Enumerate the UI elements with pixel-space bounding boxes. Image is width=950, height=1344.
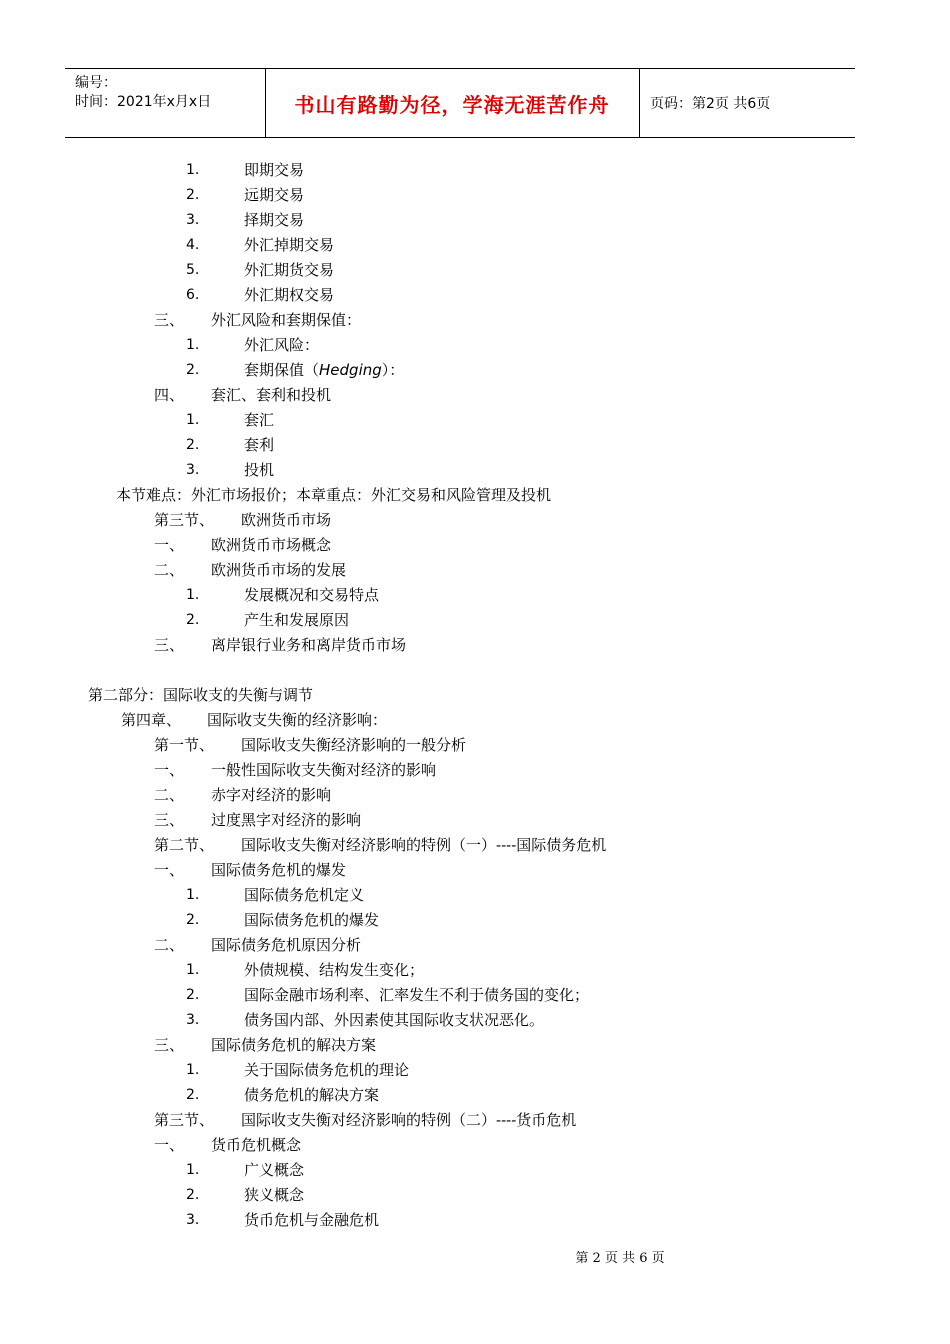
- outline-text-main: 货币危机与金融危机: [244, 1211, 380, 1229]
- outline-marker: 3.: [186, 1012, 200, 1028]
- outline-text: [211, 933, 361, 958]
- outline-line: [0, 258, 950, 283]
- outline-line: [0, 783, 950, 808]
- outline-marker: 2.: [186, 362, 200, 378]
- outline-marker: 2.: [186, 612, 200, 628]
- time-label: 时间：2021年x月x日: [75, 94, 212, 110]
- outline-text: [244, 1058, 409, 1083]
- outline-text-main: 第二部分：国际收支的失衡与调节: [88, 686, 314, 704]
- outline-marker: 第三节、: [154, 511, 215, 529]
- header-page-cell: [640, 69, 855, 137]
- outline-text: [244, 983, 589, 1008]
- outline-text: [211, 308, 361, 333]
- outline-text-main: 外汇期货交易: [244, 261, 335, 279]
- outline-marker: 2.: [186, 1087, 200, 1103]
- outline-text-main: 赤字对经济的影响: [211, 786, 332, 804]
- outline-text-main: 国际债务危机的解决方案: [211, 1036, 377, 1054]
- outline-line: [0, 633, 950, 658]
- outline-text-main: 外汇风险：: [244, 336, 320, 354]
- outline-text: [244, 283, 334, 308]
- outline-text: [207, 708, 387, 733]
- outline-text-main: 国际收支失衡经济影响的一般分析: [241, 736, 467, 754]
- outline-text-main: 套期保值（: [244, 361, 320, 379]
- outline-text: [244, 908, 379, 933]
- outline-text-main: 欧洲货币市场: [241, 511, 332, 529]
- outline-text-main: 国际债务危机原因分析: [211, 936, 362, 954]
- outline-line: [0, 558, 950, 583]
- outline-line: [0, 458, 950, 483]
- number-label: 编号：: [75, 75, 117, 91]
- outline-text-main: 国际债务危机的爆发: [211, 861, 347, 879]
- outline-text-main: 套汇、套利和投机: [211, 386, 332, 404]
- outline-marker: 1.: [186, 962, 200, 978]
- outline-marker: 1.: [186, 887, 200, 903]
- outline-line: [0, 858, 950, 883]
- outline-marker: 三、: [154, 811, 185, 829]
- outline-line: [0, 283, 950, 308]
- outline-text: [116, 483, 551, 508]
- outline-text: [241, 833, 606, 858]
- outline-line: [0, 1083, 950, 1108]
- outline-text-main: 外汇掉期交易: [244, 236, 335, 254]
- outline-text: [244, 233, 334, 258]
- outline-text-main: 本节难点：外汇市场报价；本章重点：外汇交易和风险管理及投机: [116, 486, 552, 504]
- outline-line: [0, 408, 950, 433]
- outline-marker: 第一节、: [154, 736, 215, 754]
- outline-marker: 1.: [186, 587, 200, 603]
- outline-text: [88, 683, 313, 708]
- outline-text: [244, 358, 404, 383]
- outline-line: [0, 358, 950, 383]
- outline-line: [0, 158, 950, 183]
- outline-text-main: 关于国际债务危机的理论: [244, 1061, 410, 1079]
- outline-marker: 二、: [154, 936, 185, 954]
- outline-marker: 一、: [154, 861, 185, 879]
- outline-text-main: 国际收支失衡的经济影响：: [207, 711, 388, 729]
- outline-line: [0, 308, 950, 333]
- outline-line: [0, 808, 950, 833]
- outline-text-main: 债务危机的解决方案: [244, 1086, 380, 1104]
- outline-text: [244, 1183, 304, 1208]
- outline-text: [241, 1108, 576, 1133]
- outline-marker: 2.: [186, 437, 200, 453]
- outline-text-main: 发展概况和交易特点: [244, 586, 380, 604]
- outline-text: [211, 783, 331, 808]
- outline-line: [0, 608, 950, 633]
- outline-text: [244, 1008, 544, 1033]
- outline-line: [0, 508, 950, 533]
- outline-text-main: 国际收支失衡对经济影响的特例（二）----货币危机: [241, 1111, 577, 1129]
- outline-marker: 一、: [154, 536, 185, 554]
- outline-marker: 四、: [154, 386, 185, 404]
- motto-text: 书山有路勤为径，学海无涯苦作舟: [294, 92, 610, 117]
- outline-marker: 三、: [154, 311, 185, 329]
- outline-text-main: 套汇: [244, 411, 275, 429]
- outline-line: [0, 1033, 950, 1058]
- outline-text-main: 投机: [244, 461, 275, 479]
- outline-marker: 1.: [186, 1062, 200, 1078]
- outline-text-italic: Hedging: [319, 361, 382, 379]
- outline-marker: 6.: [186, 287, 200, 303]
- outline-marker: 第三节、: [154, 1111, 215, 1129]
- outline-text-main: 择期交易: [244, 211, 305, 229]
- outline-marker: 2.: [186, 1187, 200, 1203]
- outline-text: [244, 883, 364, 908]
- outline-text: [211, 808, 361, 833]
- outline-text-main: 套利: [244, 436, 275, 454]
- outline-marker: 一、: [154, 1136, 185, 1154]
- outline-text-main: 债务国内部、外因素使其国际收支状况恶化。: [244, 1011, 545, 1029]
- page-header: [65, 68, 855, 138]
- outline-text: [211, 858, 346, 883]
- outline-line: [0, 433, 950, 458]
- outline-text-main: 外汇期权交易: [244, 286, 335, 304]
- outline-line: [0, 683, 950, 708]
- outline-text-main: 外债规模、结构发生变化；: [244, 961, 425, 979]
- outline-line: [0, 383, 950, 408]
- outline-text-main: 国际债务危机定义: [244, 886, 365, 904]
- outline-text: [241, 733, 466, 758]
- outline-marker: 5.: [186, 262, 200, 278]
- outline-line: [0, 1108, 950, 1133]
- outline-text: [211, 758, 436, 783]
- outline-text: [211, 533, 331, 558]
- outline-text: [244, 433, 274, 458]
- header-motto-cell: [265, 69, 640, 137]
- outline-marker: 二、: [154, 786, 185, 804]
- outline-text: [244, 583, 379, 608]
- outline-text-main: 国际收支失衡对经济影响的特例（一）----国际债务危机: [241, 836, 607, 854]
- outline-line: [0, 1208, 950, 1233]
- outline-line: [0, 1008, 950, 1033]
- outline-line: [0, 708, 950, 733]
- page-info: 页码：第2页 共6页: [650, 96, 771, 112]
- outline-text: [244, 1208, 379, 1233]
- document-body: [0, 158, 950, 1233]
- outline-text: [211, 558, 346, 583]
- outline-marker: 三、: [154, 636, 185, 654]
- outline-text: [244, 608, 349, 633]
- outline-line: [0, 983, 950, 1008]
- outline-marker: 1.: [186, 337, 200, 353]
- outline-text: [244, 408, 274, 433]
- outline-text: [244, 258, 334, 283]
- outline-line: [0, 1158, 950, 1183]
- outline-text-main: 货币危机概念: [211, 1136, 302, 1154]
- outline-text: [211, 1133, 301, 1158]
- header-meta-cell: [65, 69, 266, 137]
- outline-line: [0, 1058, 950, 1083]
- outline-text-main: 国际金融市场利率、汇率发生不利于债务国的变化；: [244, 986, 590, 1004]
- outline-text-main: 产生和发展原因: [244, 611, 350, 629]
- outline-marker: 2.: [186, 187, 200, 203]
- outline-line: [0, 933, 950, 958]
- outline-text-main: 一般性国际收支失衡对经济的影响: [211, 761, 437, 779]
- outline-text: [244, 158, 304, 183]
- outline-text: [211, 633, 406, 658]
- outline-marker: 一、: [154, 761, 185, 779]
- outline-text-main: 过度黑字对经济的影响: [211, 811, 362, 829]
- outline-line: [0, 533, 950, 558]
- outline-line: [0, 1183, 950, 1208]
- outline-text: [244, 1158, 304, 1183]
- outline-line: [0, 833, 950, 858]
- page-footer: [0, 1247, 950, 1266]
- outline-line: [0, 583, 950, 608]
- outline-line: [0, 483, 950, 508]
- outline-line: [0, 883, 950, 908]
- outline-line: [0, 733, 950, 758]
- outline-text-after: ）：: [381, 361, 405, 379]
- outline-line: [0, 958, 950, 983]
- outline-text: [244, 958, 424, 983]
- outline-marker: 3.: [186, 212, 200, 228]
- outline-marker: 1.: [186, 412, 200, 428]
- outline-text-main: 远期交易: [244, 186, 305, 204]
- outline-line: [0, 908, 950, 933]
- outline-line: [0, 333, 950, 358]
- outline-text: [244, 208, 304, 233]
- outline-text-main: 国际债务危机的爆发: [244, 911, 380, 929]
- outline-text-main: 欧洲货币市场概念: [211, 536, 332, 554]
- outline-text: [211, 1033, 376, 1058]
- outline-line: [0, 1133, 950, 1158]
- outline-text-main: 离岸银行业务和离岸货币市场: [211, 636, 407, 654]
- outline-line: [0, 758, 950, 783]
- outline-text-main: 狭义概念: [244, 1186, 305, 1204]
- outline-marker: 第二节、: [154, 836, 215, 854]
- outline-text-main: 即期交易: [244, 161, 305, 179]
- outline-marker: 3.: [186, 462, 200, 478]
- outline-marker: 4.: [186, 237, 200, 253]
- outline-text: [244, 333, 319, 358]
- outline-text-main: 欧洲货币市场的发展: [211, 561, 347, 579]
- footer-page-number: 第 2 页 共 6 页: [575, 1251, 665, 1266]
- outline-marker: 2.: [186, 912, 200, 928]
- outline-text: [244, 1083, 379, 1108]
- outline-text: [211, 383, 331, 408]
- outline-marker: 1.: [186, 1162, 200, 1178]
- outline-marker: 第四章、: [121, 711, 182, 729]
- outline-text: [244, 183, 304, 208]
- outline-line: [0, 183, 950, 208]
- outline-text-main: 外汇风险和套期保值：: [211, 311, 362, 329]
- outline-marker: 二、: [154, 561, 185, 579]
- outline-marker: 3.: [186, 1212, 200, 1228]
- outline-line: [0, 233, 950, 258]
- outline-text-main: 广义概念: [244, 1161, 305, 1179]
- outline-marker: 2.: [186, 987, 200, 1003]
- outline-marker: 三、: [154, 1036, 185, 1054]
- outline-text: [241, 508, 331, 533]
- outline-line: [0, 208, 950, 233]
- outline-text: [244, 458, 274, 483]
- outline-marker: 1.: [186, 162, 200, 178]
